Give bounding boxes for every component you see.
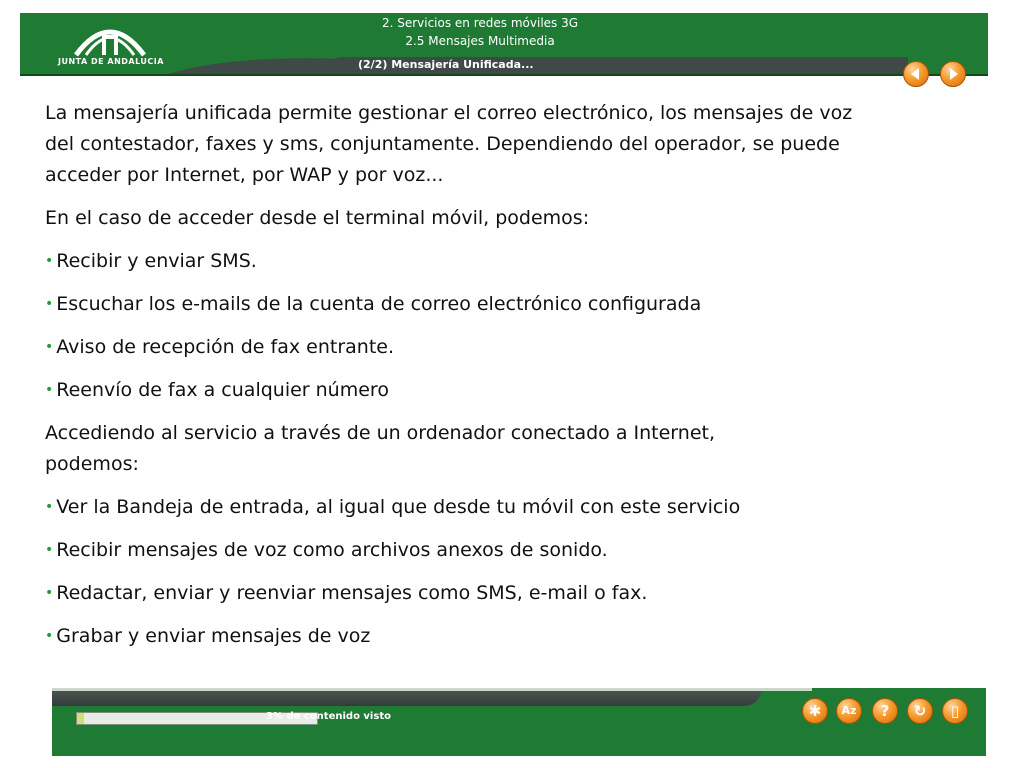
index-button[interactable] bbox=[802, 698, 828, 724]
next-page-button[interactable] bbox=[940, 61, 966, 87]
header-bar bbox=[20, 13, 988, 76]
previous-page-button[interactable] bbox=[903, 61, 929, 87]
bullet-icon: • bbox=[45, 542, 54, 558]
help-icon: ? bbox=[880, 702, 890, 720]
bullet-icon: • bbox=[45, 499, 54, 515]
bullet-icon: • bbox=[45, 585, 54, 601]
list-item: • Recibir mensajes de voz como archivos anexos de sonido. bbox=[45, 539, 608, 561]
subtitle-bar bbox=[328, 57, 908, 74]
junta-andalucia-logo bbox=[58, 15, 162, 71]
section-title: 2. Servicios en redes móviles 3G bbox=[381, 16, 579, 30]
glossary-button[interactable] bbox=[836, 698, 862, 724]
logo-text: JUNTA DE ANDALUCIA bbox=[58, 57, 164, 66]
progress-label: 3% de contenido visto bbox=[266, 711, 391, 722]
internet-heading: Accediendo al servicio a través de un ordenador conectado a Internet, podemos: bbox=[45, 422, 715, 475]
lesson-content bbox=[45, 98, 865, 664]
arrow-right-icon bbox=[941, 62, 965, 86]
arrow-left-icon bbox=[904, 62, 928, 86]
list-item: • Redactar, enviar y reenviar mensajes como SMS, e-mail o fax. bbox=[45, 582, 648, 604]
progress-fill bbox=[77, 713, 84, 724]
bullet-icon: • bbox=[45, 296, 54, 312]
list-item: • Aviso de recepción de fax entrante. bbox=[45, 336, 394, 358]
page-subtitle: (2/2) Mensajería Unificada... bbox=[358, 58, 534, 71]
index-icon: ✱ bbox=[808, 702, 822, 720]
list-item: • Recibir y enviar SMS. bbox=[45, 250, 257, 272]
bullet-icon: • bbox=[45, 628, 54, 644]
refresh-icon: ↻ bbox=[913, 702, 927, 720]
refresh-button[interactable] bbox=[907, 698, 933, 724]
mobile-heading: En el caso de acceder desde el terminal móvil, podemos: bbox=[45, 207, 590, 229]
arch-emblem-icon bbox=[58, 15, 162, 59]
header-wave-decoration bbox=[168, 55, 348, 74]
glossary-icon: Az bbox=[841, 704, 857, 717]
list-item: • Escuchar los e-mails de la cuenta de correo electrónico configurada bbox=[45, 293, 702, 315]
footer-bar bbox=[52, 688, 986, 756]
bullet-icon: • bbox=[45, 339, 54, 355]
exit-button[interactable] bbox=[942, 698, 968, 724]
help-button[interactable] bbox=[872, 698, 898, 724]
intro-paragraph: La mensajería unificada permite gestionar el correo electrónico, los mensajes de voz del contestador, faxes y sms, conjuntamente. Dependiendo del operador, se puede acceder por Internet, por WAP y por voz... bbox=[45, 102, 853, 186]
exit-door-icon: ▯ bbox=[950, 702, 960, 720]
footer-shine bbox=[52, 688, 812, 691]
list-item: • Grabar y enviar mensajes de voz bbox=[45, 625, 371, 647]
bullet-icon: • bbox=[45, 253, 54, 269]
list-item: • Reenvío de fax a cualquier número bbox=[45, 379, 389, 401]
bullet-icon: • bbox=[45, 382, 54, 398]
list-item: • Ver la Bandeja de entrada, al igual que desde tu móvil con este servicio bbox=[45, 496, 741, 518]
subsection-title: 2.5 Mensajes Multimedia bbox=[405, 34, 555, 48]
